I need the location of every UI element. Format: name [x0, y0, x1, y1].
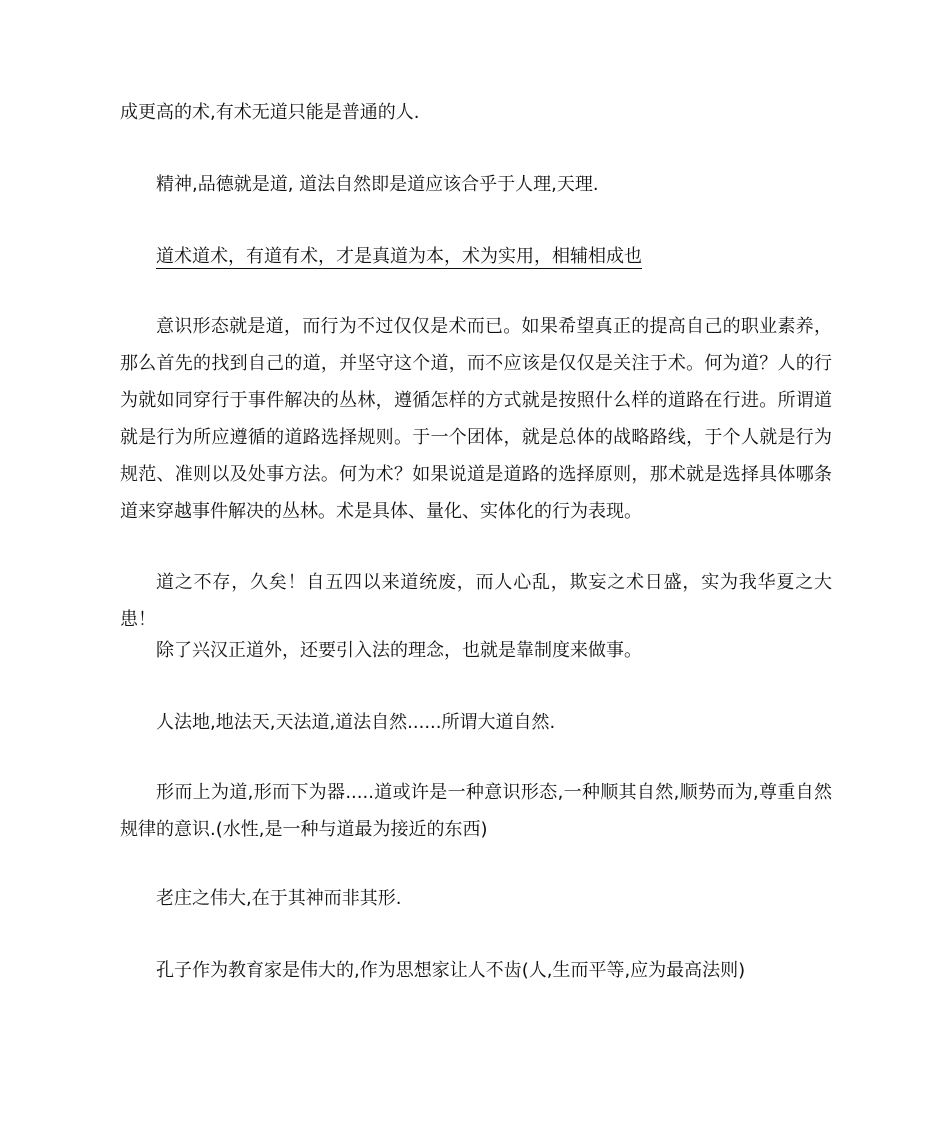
paragraph-6: 除了兴汉正道外，还要引入法的理念，也就是靠制度来做事。	[156, 640, 642, 661]
paragraph-4: 意识形态就是道，而行为不过仅仅是术而已。如果希望真正的提高自己的职业素养，那么首先的找到自己的道，并坚守这个道，而不应该是仅仅是关注于术。何为道？人的行为就如同穿行于事件解决的丛林，遵循怎样的方式就是按照什么样的道路在行进。所谓道就是行为所应遵循的道路选择规则。于一个团体，就是总体的战略路线，于个人就是行为规范、准则以及处事方法。何为术？如果说道是道路的选择原则，那术就是选择具体哪条道来穿越事件解决的丛林。术是具体、量化、实体化的行为表现。	[120, 316, 832, 522]
paragraph-1: 成更高的术,有术无道只能是普通的人.	[120, 102, 420, 123]
paragraph-5: 道之不存，久矣！自五四以来道统废，而人心乱，欺妄之术日盛，实为我华夏之大患！	[120, 572, 832, 630]
paragraph-7: 人法地,地法天,天法道,道法自然......所谓大道自然.	[156, 712, 556, 733]
paragraph-3-underlined	[120, 238, 832, 275]
paragraph-2: 精神,品德就是道, 道法自然即是道应该合乎于人理,天理.	[156, 174, 599, 195]
paragraph-10: 孔子作为教育家是伟大的,作为思想家让人不齿(人,生而平等,应为最高法则)	[156, 960, 746, 981]
underlined-text: 道术道术，有道有术，才是真道为本，术为实用，相辅相成也	[156, 246, 642, 267]
paragraph-9: 老庄之伟大,在于其神而非其形.	[156, 888, 402, 909]
paragraph-8: 形而上为道,形而下为器.....道或许是一种意识形态,一种顺其自然,顺势而为,尊重自然规律的意识.(水性,是一种与道最为接近的东西)	[120, 782, 832, 840]
